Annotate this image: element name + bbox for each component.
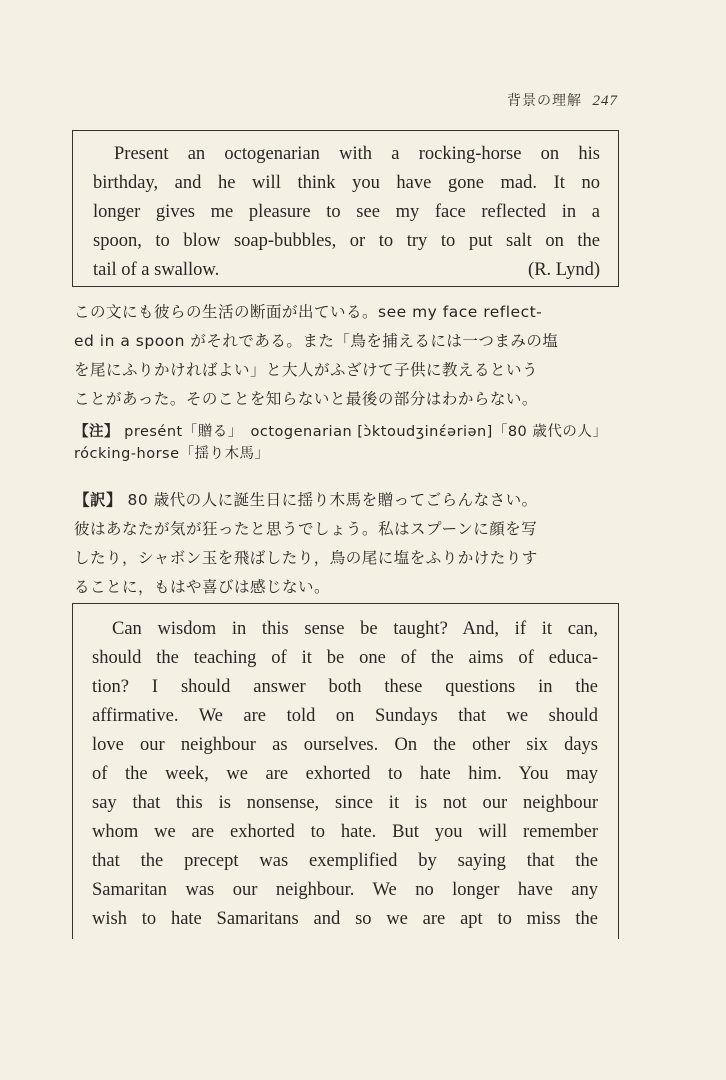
passage-box-2 — [72, 603, 619, 939]
passage2-line: Samaritan was our neighbour. We no longer have any — [92, 880, 598, 900]
passage1-line: spoon, to blow soap-bubbles, or to try to put salt on the — [93, 231, 600, 251]
commentary-line: ed in a spoon がそれである。また「鳥を捕えるには一つまみの塩 — [74, 332, 559, 350]
running-header — [507, 90, 618, 110]
translation-line: したり，シャボン玉を飛ばしたり，鳥の尾に塩をふりかけたりす — [74, 549, 538, 567]
passage2-line: affirmative. We are told on Sundays that we should — [92, 706, 598, 726]
passage2-line: Can wisdom in this sense be taught? And, if it can, — [112, 619, 598, 639]
notes-line-2: rócking-horse「揺り木馬」 — [74, 446, 270, 462]
translation-line-1 — [74, 486, 614, 514]
passage2-line: should the teaching of it be one of the aims of educa- — [92, 648, 598, 668]
passage1-line: tail of a swallow. — [93, 260, 220, 280]
passage2-line: of the week, we are exhorted to hate him. You may — [92, 764, 598, 784]
commentary-line: この文にも彼らの生活の断面が出ている。see my face reflect- — [74, 303, 543, 321]
passage1-line: Present an octogenarian with a rocking-horse on his — [114, 144, 600, 164]
commentary-line: ことがあった。そのことを知らないと最後の部分はわからない。 — [74, 390, 538, 408]
passage2-line: whom we are exhorted to hate. But you will remember — [92, 822, 598, 842]
translation-text-1: 80 歳代の人に誕生日に揺り木馬を贈ってごらんなさい。 — [127, 491, 538, 509]
passage2-line: wish to hate Samaritans and so we are apt to miss the — [92, 909, 598, 929]
translation-line: ることに，もはや喜びは感じない。 — [74, 578, 331, 596]
passage2-line: that the precept was exemplified by saying that the — [92, 851, 598, 871]
commentary-line: を尾にふりかければよい」と大人がふざけて子供に教えるという — [74, 361, 539, 379]
passage-box-1 — [72, 130, 619, 287]
translation-line: 彼はあなたが気が狂ったと思うでしょう。私はスプーンに顔を写 — [74, 520, 538, 538]
passage1-line: longer gives me pleasure to see my face reflected in a — [93, 202, 600, 222]
notes-label: 【注】 — [74, 424, 119, 440]
attribution: (R. Lynd) — [528, 260, 600, 280]
page-number: 247 — [592, 93, 618, 109]
passage2-line: love our neighbour as ourselves. On the other six days — [92, 735, 598, 755]
header-title: 背景の理解 — [507, 94, 582, 109]
notes-text-1: presént「贈る」 octogenarian [ɔ̀ktoudʒinέəriən]「80 歳代の人」 — [124, 424, 608, 440]
passage1-line: birthday, and he will think you have gone mad. It no — [93, 173, 600, 193]
passage2-line: say that this is nonsense, since it is not our neighbour — [92, 793, 598, 813]
translation-label: 【訳】 — [74, 491, 123, 509]
passage2-line: tion? I should answer both these questions in the — [92, 677, 598, 697]
